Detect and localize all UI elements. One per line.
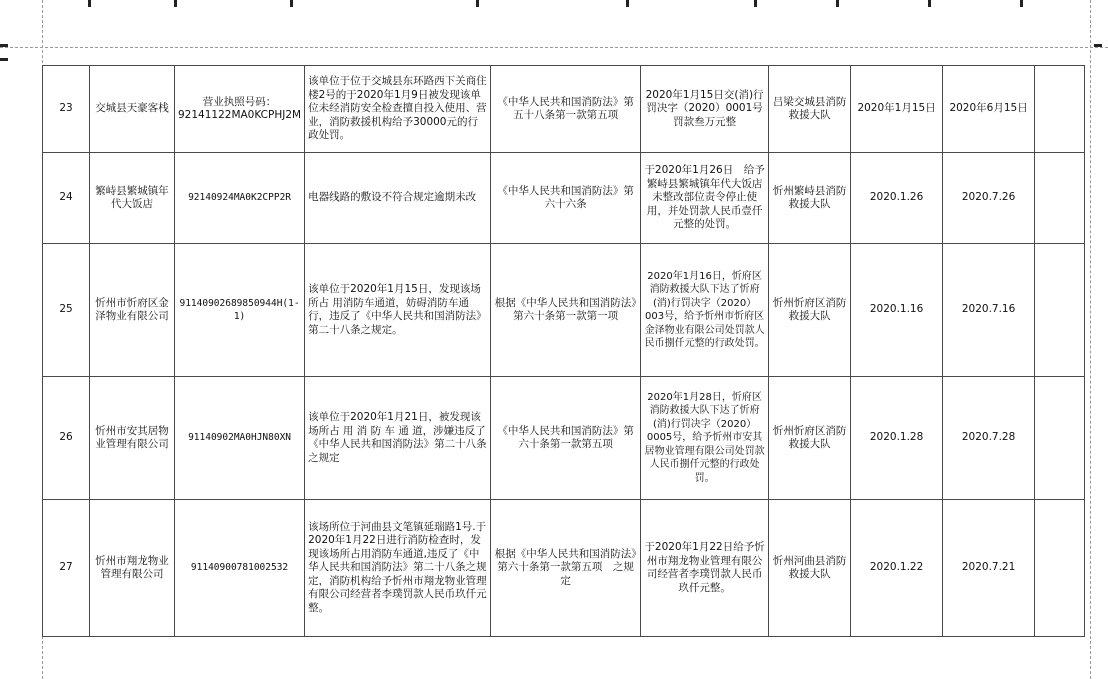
license-number: 91140902MA0HJN80XN (175, 377, 305, 500)
column-tick (836, 0, 839, 7)
enforcement-authority: 忻州繁峙县消防救援大队 (769, 153, 851, 244)
violation-facts: 该单位于2020年1月15日，发现该场所占 用消防车通道，妨碍消防车通行，违反了《中华人民共和国消防法》第二十八条之规定。 (305, 244, 491, 377)
table-row (43, 500, 1085, 637)
entity-name: 忻州市忻府区金泽物业有限公司 (90, 244, 175, 377)
entity-name: 繁峙县繁城镇年代大饭店 (90, 153, 175, 244)
page-margin-guide-top (0, 47, 1108, 48)
violation-facts: 电器线路的敷设不符合规定逾期未改 (305, 153, 491, 244)
entity-name: 忻州市安其居物业管理有限公司 (90, 377, 175, 500)
publication-expiry-date: 2020.7.28 (943, 377, 1035, 500)
corner-mark-top (0, 44, 8, 47)
license-number: 91140900781002532 (175, 500, 305, 637)
penalty-decision: 于2020年1月22日给予忻州市翔龙物业管理有限公司经营者李璞罚款人民币玖仟元整。 (641, 500, 769, 637)
remarks-cell (1035, 66, 1085, 153)
remarks-cell (1035, 244, 1085, 377)
decision-date: 2020.1.26 (851, 153, 943, 244)
remarks-cell (1035, 500, 1085, 637)
legal-basis: 《中华人民共和国消防法》第五十八条第一款第五项 (491, 66, 641, 153)
penalty-decision: 2020年1月16日，忻府区消防救援大队下达了忻府(消)行罚决字（2020）003号，给予忻州市忻府区金泽物业有限公司处罚款人民币捌仟元整的行政处罚。 (641, 244, 769, 377)
corner-mark-bottom (0, 58, 8, 61)
remarks-cell (1035, 377, 1085, 500)
page-margin-guide-right (1090, 0, 1091, 679)
column-tick (174, 0, 177, 7)
decision-date: 2020.1.16 (851, 244, 943, 377)
publication-expiry-date: 2020年6月15日 (943, 66, 1035, 153)
table-row (43, 66, 1085, 153)
row-number: 23 (43, 66, 90, 153)
publication-expiry-date: 2020.7.16 (943, 244, 1035, 377)
legal-basis: 根据《中华人民共和国消防法》第六十条第一款第一项 (491, 244, 641, 377)
column-tick (626, 0, 629, 7)
corner-mark-right (1094, 44, 1102, 47)
enforcement-authority: 忻州河曲县消防救援大队 (769, 500, 851, 637)
decision-date: 2020.1.28 (851, 377, 943, 500)
enforcement-authority: 吕梁交城县消防救援大队 (769, 66, 851, 153)
row-number: 25 (43, 244, 90, 377)
row-number: 24 (43, 153, 90, 244)
row-number: 26 (43, 377, 90, 500)
decision-date: 2020.1.22 (851, 500, 943, 637)
enforcement-authority: 忻州忻府区消防救援大队 (769, 377, 851, 500)
table-row (43, 153, 1085, 244)
violation-facts: 该场所位于河曲县文笔镇延瑞路1号.于2020年1月22日进行消防检查时，发现该场所占用消防车通道,违反了《中华人民共和国消防法》第二十八条之规定，消防机构给予忻州市翔龙物业管理有限公司经营者李璞罚款人民币玖仟元整。 (305, 500, 491, 637)
penalty-decision: 于2020年1月26日 给予繁峙县繁城镇年代大饭店未整改部位责令停止使用，并处罚款人民币壹仟元整的处罚。 (641, 153, 769, 244)
legal-basis: 《中华人民共和国消防法》第六十条第一款第五项 (491, 377, 641, 500)
violation-facts: 该单位于2020年1月21日，被发现该场所占 用 消 防 车 通 道，涉嫌违反了《中华人民共和国消防法》第二十八条之规定 (305, 377, 491, 500)
column-tick (1020, 0, 1023, 7)
license-number: 92140924MA0K2CPP2R (175, 153, 305, 244)
penalty-decision: 2020年1月28日，忻府区消防救援大队下达了忻府(消)行罚决字（2020）0005号，给予忻州市安其居物业管理有限公司处罚款人民币捌仟元整的行政处罚。 (641, 377, 769, 500)
table-row (43, 377, 1085, 500)
column-tick (476, 0, 479, 7)
violation-facts: 该单位于位于交城县东环路西下关商住楼2号的于2020年1月9日被发现该单位未经消防安全检查擅自投入使用、营业，消防救援机构给予30000元的行政处罚。 (305, 66, 491, 153)
penalty-records-table (42, 65, 1085, 637)
enforcement-authority: 忻州忻府区消防救援大队 (769, 244, 851, 377)
decision-date: 2020年1月15日 (851, 66, 943, 153)
column-tick (290, 0, 293, 7)
penalty-decision: 2020年1月15日交(消)行罚决字（2020）0001号罚款叁万元整 (641, 66, 769, 153)
legal-basis: 根据《中华人民共和国消防法》第六十条第一款第五项 之规定 (491, 500, 641, 637)
license-number: 91140902689850944H(1-1) (175, 244, 305, 377)
entity-name: 交城县天豪客栈 (90, 66, 175, 153)
remarks-cell (1035, 153, 1085, 244)
legal-basis: 《中华人民共和国消防法》第六十六条 (491, 153, 641, 244)
publication-expiry-date: 2020.7.21 (943, 500, 1035, 637)
column-tick (928, 0, 931, 7)
license-number: 营业执照号码：92141122MA0KCPHJ2M (175, 66, 305, 153)
publication-expiry-date: 2020.7.26 (943, 153, 1035, 244)
table-row (43, 244, 1085, 377)
row-number: 27 (43, 500, 90, 637)
entity-name: 忻州市翔龙物业管理有限公司 (90, 500, 175, 637)
column-tick (754, 0, 757, 7)
column-tick (88, 0, 91, 7)
